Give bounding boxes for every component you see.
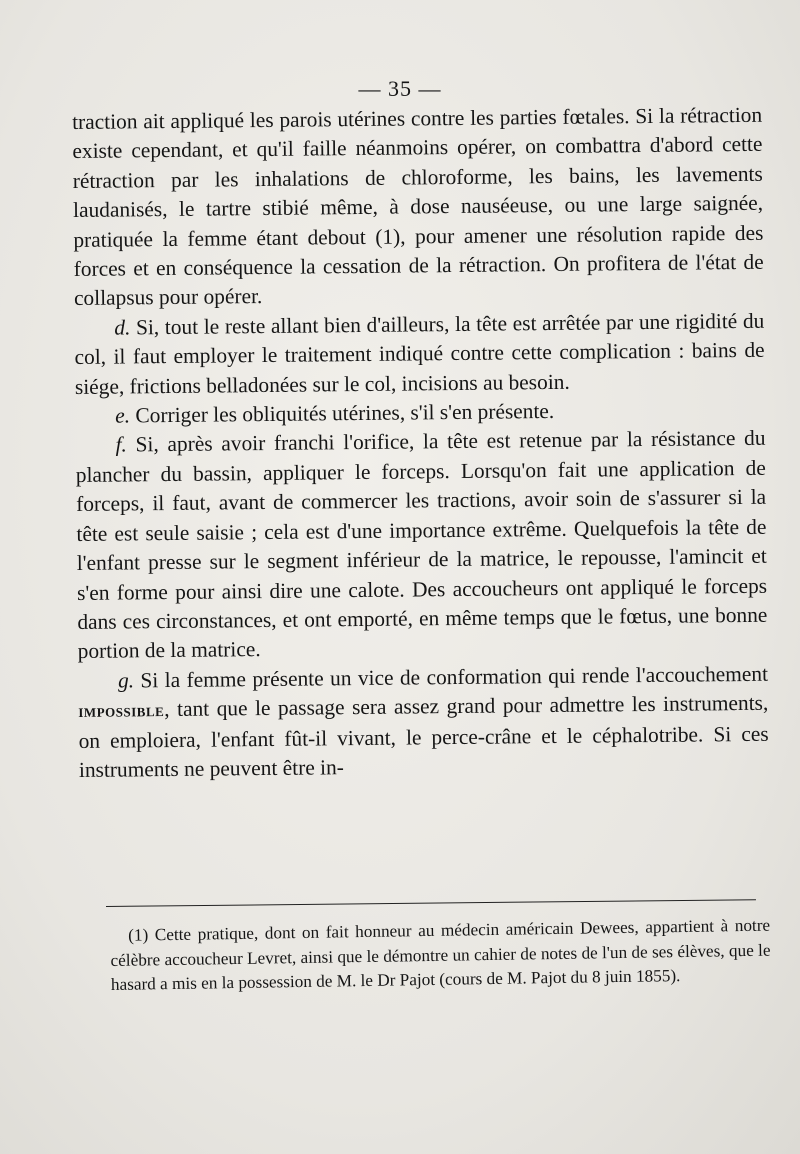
paragraph-text: , tant que le passage sera assez grand pour admettre les instruments, on emploiera, l'enfant fût-il vivant, le perce-crâne et le céphalotribe. Si ces instruments ne peuvent être in-	[78, 690, 769, 782]
paragraph-text: Si la femme présente un vice de conformation qui rende l'accouchement	[133, 661, 769, 693]
paragraph-label: e.	[115, 403, 131, 428]
page-number: — 35 —	[358, 76, 442, 101]
paragraph-text: Si, après avoir franchi l'orifice, la tête est retenue par la résistance du plancher du bassin, appliquer le forceps. Lorsqu'on fait une application de forceps, il faut, avant de commercer les tractions, avoir soin de s'assurer si la tête est seule saisie ; cela est d'une importance extrême. Quelquefois la tête de l'enfant presse sur le segment inférieur de la matrice, le repousse, l'amincit et s'en forme pour ainsi dire une calote. Des accoucheurs ont appliqué le forceps dans ces circonstances, et ont emporté, en même temps que le fœtus, une bonne portion de la matrice.	[75, 426, 768, 664]
body-text	[72, 101, 769, 786]
paragraph-f	[75, 424, 767, 666]
paragraph-label: f.	[115, 432, 127, 458]
paragraph-g	[78, 659, 769, 785]
paragraph-continuation	[72, 101, 764, 314]
paragraph-text: traction ait appliqué les parois utérines contre les parties fœtales. Si la rétraction existe cependant, et qu'il faille néanmoins opérer, on combattra d'abord cette rétraction par les inhalations de chloroforme, les bains, les lavements laudanisés, le tartre stibié même, à dose nauséeuse, ou une large saignée, pratiquée la femme étant debout (1), pour amener une résolution rapide des forces et en conséquence la cessation de la rétraction. On profitera de l'état de collapsus pour opérer.	[72, 102, 764, 311]
paragraph-text: Si, tout le reste allant bien d'ailleurs, la tête est arrêtée par une rigidité du col, il faut employer le traitement indiqué contre cette complication : bains de siége, frictions belladonées sur le col, incisions au besoin.	[74, 308, 765, 399]
emphasis-word: impossible	[78, 700, 165, 723]
paragraph-text: Corriger les obliquités utérines, s'il s'en présente.	[129, 399, 555, 428]
paragraph-d	[74, 307, 765, 402]
paragraph-label: d.	[114, 315, 131, 340]
paragraph-label: g.	[117, 668, 135, 693]
footnote-divider	[106, 899, 756, 907]
footnote	[110, 914, 771, 998]
footnote-text: (1) Cette pratique, dont on fait honneur au médecin américain Dewees, appartient à notre célèbre accoucheur Levret, ainsi que le démontre un cahier de notes de l'un de ses élèves, que le hasard a mis en la possession de M. le Dr Pajot (cours de M. Pajot du 8 juin 1855).	[110, 915, 771, 995]
